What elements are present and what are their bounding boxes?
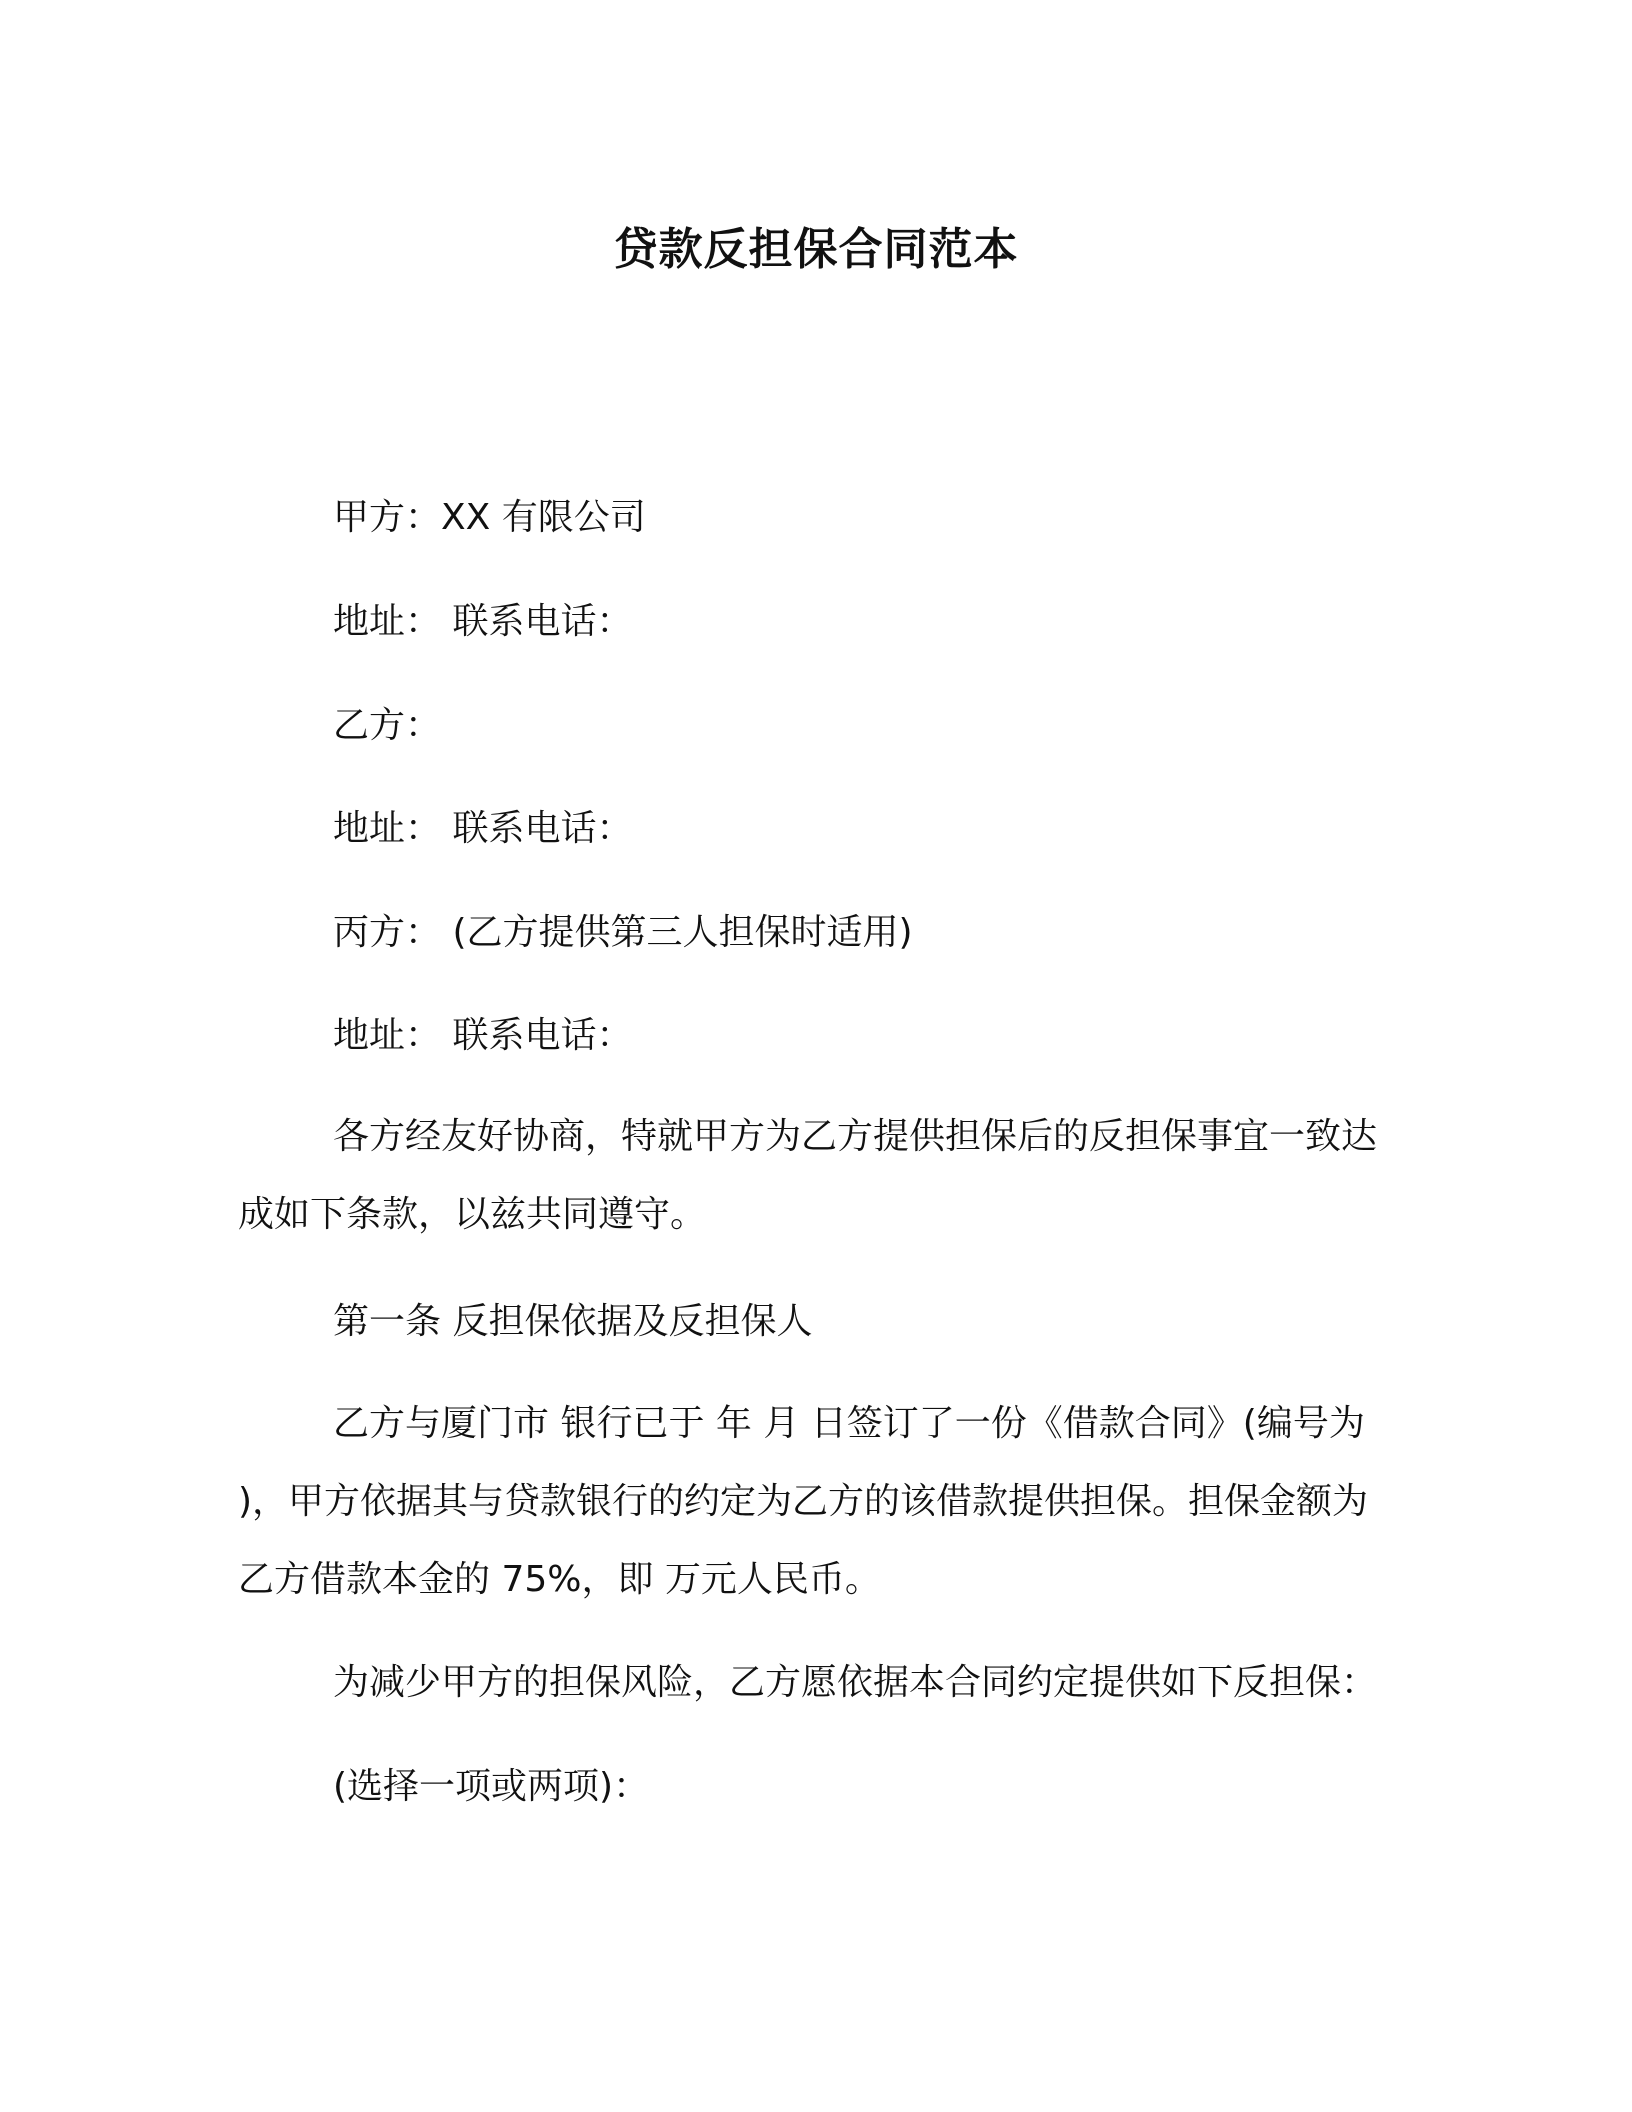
party-b-line: 乙方： [333, 705, 442, 746]
article-1-heading: 第一条 反担保依据及反担保人 [333, 1301, 813, 1342]
options-note: (选择一项或两项)： [333, 1766, 650, 1807]
intro-paragraph: 各方经友好协商，特就甲方为乙方提供担保后的反担保事宜一致达成如下条款，以兹共同遵守。 [238, 1116, 1378, 1235]
party-c-address-line: 地址： 联系电话： [333, 1015, 633, 1056]
document-title: 贷款反担保合同范本 [613, 224, 1019, 275]
party-b-address-line: 地址： 联系电话： [333, 808, 633, 849]
article-1-paragraph: 乙方与厦门市 银行已于 年 月 日签订了一份《借款合同》(编号为 )，甲方依据其与贷款银行的约定为乙方的该借款提供担保。担保金额为乙方借款本金的 75%，即 万元人民币。 [238, 1403, 1369, 1600]
risk-paragraph: 为减少甲方的担保风险，乙方愿依据本合同约定提供如下反担保： [333, 1662, 1378, 1703]
party-c-line: 丙方： (乙方提供第三人担保时适用) [333, 912, 913, 953]
party-a-address-line: 地址： 联系电话： [333, 601, 633, 642]
party-a-line: 甲方：XX 有限公司 [333, 497, 646, 538]
